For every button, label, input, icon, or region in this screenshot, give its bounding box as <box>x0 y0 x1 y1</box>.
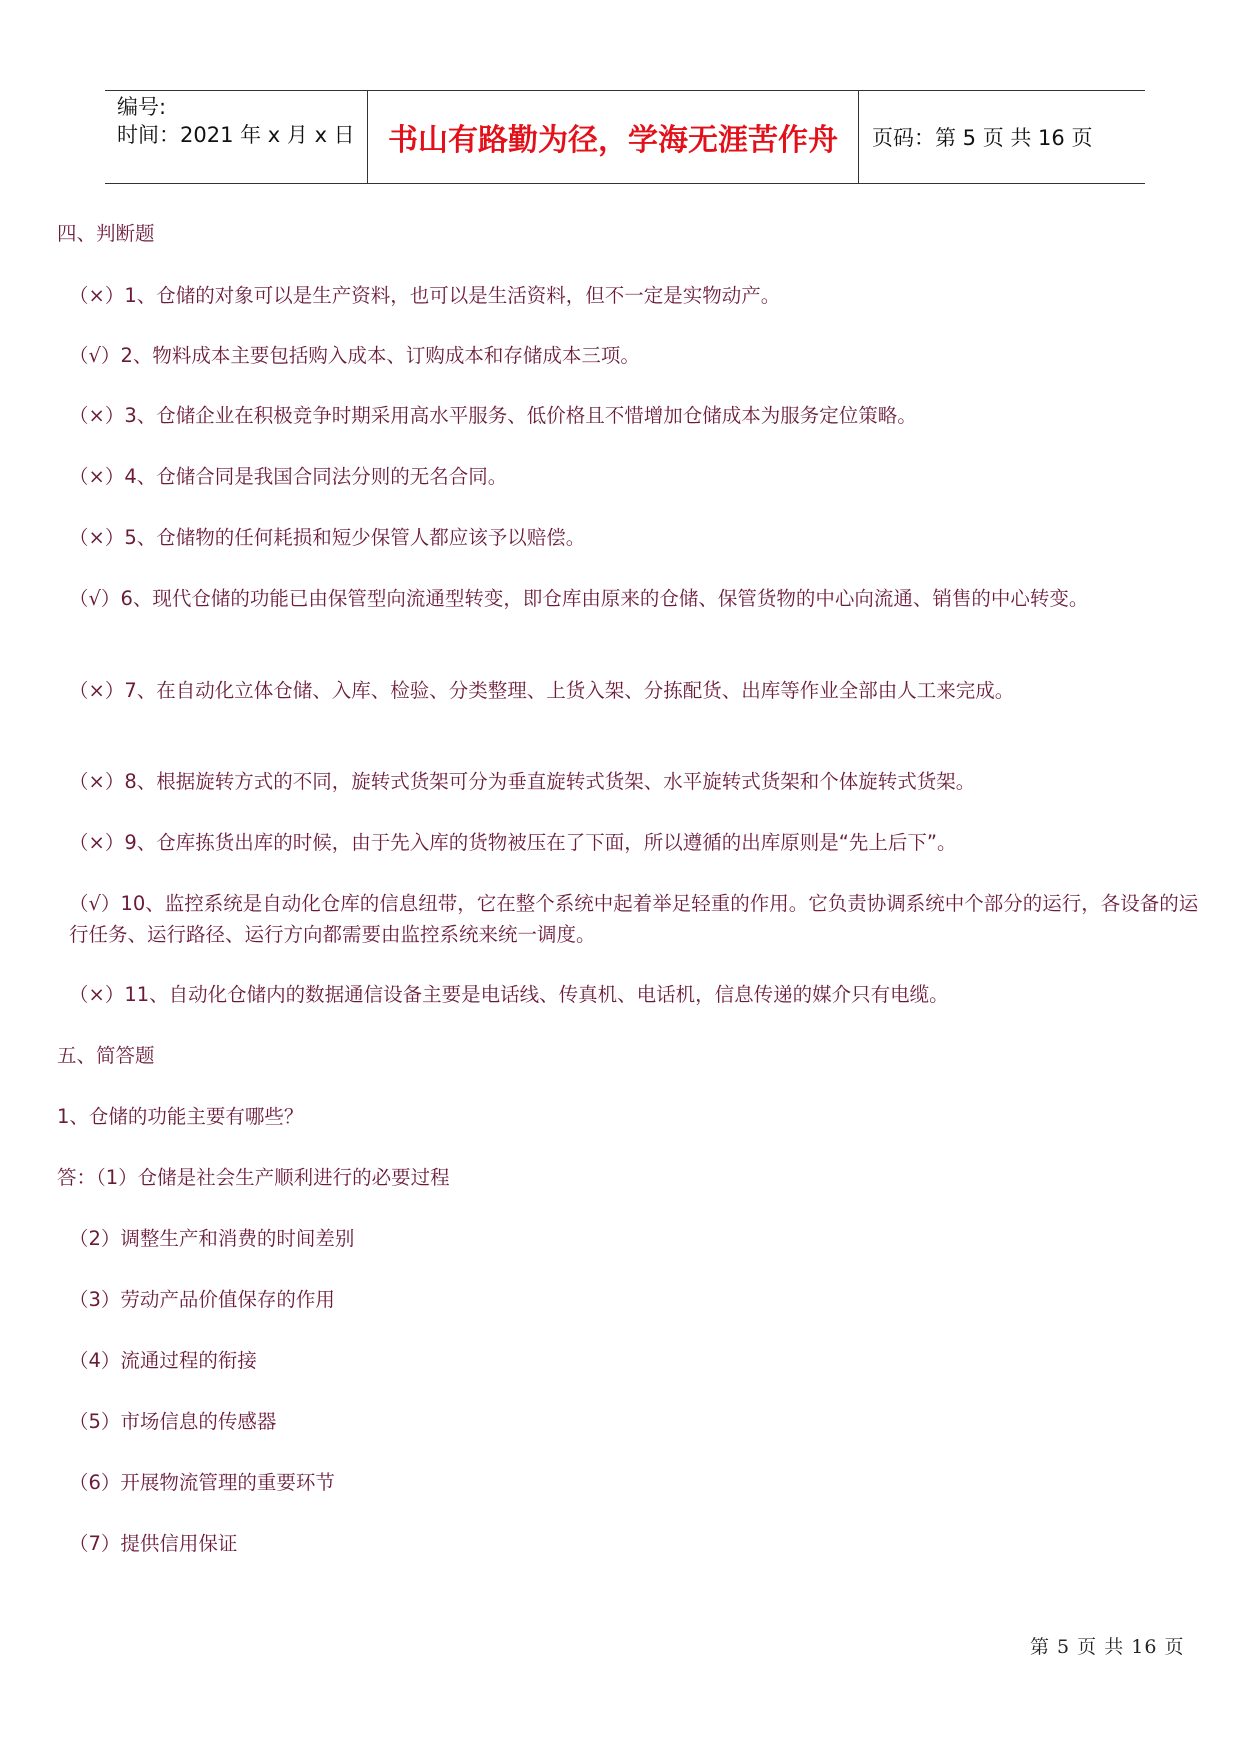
section-title-short-answer: 五、简答题 <box>57 1044 155 1067</box>
header-meta <box>105 91 368 183</box>
question-1: 1、仓储的功能主要有哪些？ <box>57 1105 304 1128</box>
item-text: 1、仓储的对象可以是生产资料，也可以是生活资料，但不一定是实物动产。 <box>124 284 781 307</box>
judgement-item-10 <box>57 888 1204 950</box>
answer-mark: （×） <box>69 983 125 1006</box>
answer-lead: 答：（1）仓储是社会生产顺利进行的必要过程 <box>57 1166 450 1189</box>
item-text: 7、在自动化立体仓储、入库、检验、分类整理、上货入架、分拣配货、出库等作业全部由人工来完成。 <box>124 679 1015 702</box>
answer-mark: （√） <box>69 344 121 367</box>
answer-item-4: （4）流通过程的衔接 <box>69 1349 257 1372</box>
answer-mark: （√） <box>69 892 121 915</box>
header-motto-cell <box>368 91 859 183</box>
item-text: 6、现代仓储的功能已由保管型向流通型转变，即仓库由原来的仓储、保管货物的中心向流通、销售的中心转变。 <box>120 587 1089 610</box>
judgement-item-7 <box>57 675 1204 706</box>
item-text: 5、仓储物的任何耗损和短少保管人都应该予以赔偿。 <box>124 526 586 549</box>
answer-mark: （×） <box>69 465 125 488</box>
item-text: 2、物料成本主要包括购入成本、订购成本和存储成本三项。 <box>120 344 640 367</box>
judgement-item-3 <box>57 400 1204 431</box>
item-text: 11、自动化仓储内的数据通信设备主要是电话线、传真机、电话机，信息传递的媒介只有电缆。 <box>124 983 949 1006</box>
page-footer: 第 5 页 共 16 页 <box>1030 1636 1185 1658</box>
item-text: 10、监控系统是自动化仓库的信息纽带，它在整个系统中起着举足轻重的作用。它负责协调系统中个部分的运行，各设备的运行任务、运行路径、运行方向都需要由监控系统来统一调度。 <box>69 892 1199 946</box>
judgement-item-11 <box>57 979 1204 1010</box>
item-text: 4、仓储合同是我国合同法分则的无名合同。 <box>124 465 508 488</box>
answer-item-6: （6）开展物流管理的重要环节 <box>69 1471 335 1494</box>
answer-item-2: （2）调整生产和消费的时间差别 <box>69 1227 355 1250</box>
judgement-item-2 <box>57 340 1204 371</box>
answer-mark: （×） <box>69 404 125 427</box>
answer-mark: （√） <box>69 587 121 610</box>
section-title-judgement: 四、判断题 <box>57 222 155 245</box>
judgement-item-1 <box>57 280 1204 311</box>
answer-mark: （×） <box>69 831 125 854</box>
answer-mark: （×） <box>69 770 125 793</box>
judgement-item-4 <box>57 461 1204 492</box>
answer-item-7: （7）提供信用保证 <box>69 1532 238 1555</box>
answer-mark: （×） <box>69 526 125 549</box>
document-time: 时间：2021 年 x 月 x 日 <box>117 123 355 147</box>
answer-item-5: （5）市场信息的传感器 <box>69 1410 277 1433</box>
answer-item-3: （3）劳动产品价值保存的作用 <box>69 1288 335 1311</box>
judgement-item-9 <box>57 827 1204 858</box>
answer-mark: （×） <box>69 679 125 702</box>
header-motto: 书山有路勤为径，学海无涯苦作舟 <box>388 123 838 158</box>
item-text: 9、仓库拣货出库的时候，由于先入库的货物被压在了下面，所以遵循的出库原则是“先上后下”。 <box>124 831 957 854</box>
judgement-item-8 <box>57 766 1204 797</box>
judgement-item-5 <box>57 522 1204 553</box>
item-text: 8、根据旋转方式的不同，旋转式货架可分为垂直旋转式货架、水平旋转式货架和个体旋转式货架。 <box>124 770 976 793</box>
document-number-label: 编号: <box>117 95 167 119</box>
page-header <box>105 90 1145 184</box>
header-page-number: 页码：第 5 页 共 16 页 <box>872 126 1093 150</box>
answer-mark: （×） <box>69 284 125 307</box>
judgement-item-6 <box>57 583 1204 614</box>
item-text: 3、仓储企业在积极竞争时期采用高水平服务、低价格且不惜增加仓储成本为服务定位策略。 <box>124 404 917 427</box>
